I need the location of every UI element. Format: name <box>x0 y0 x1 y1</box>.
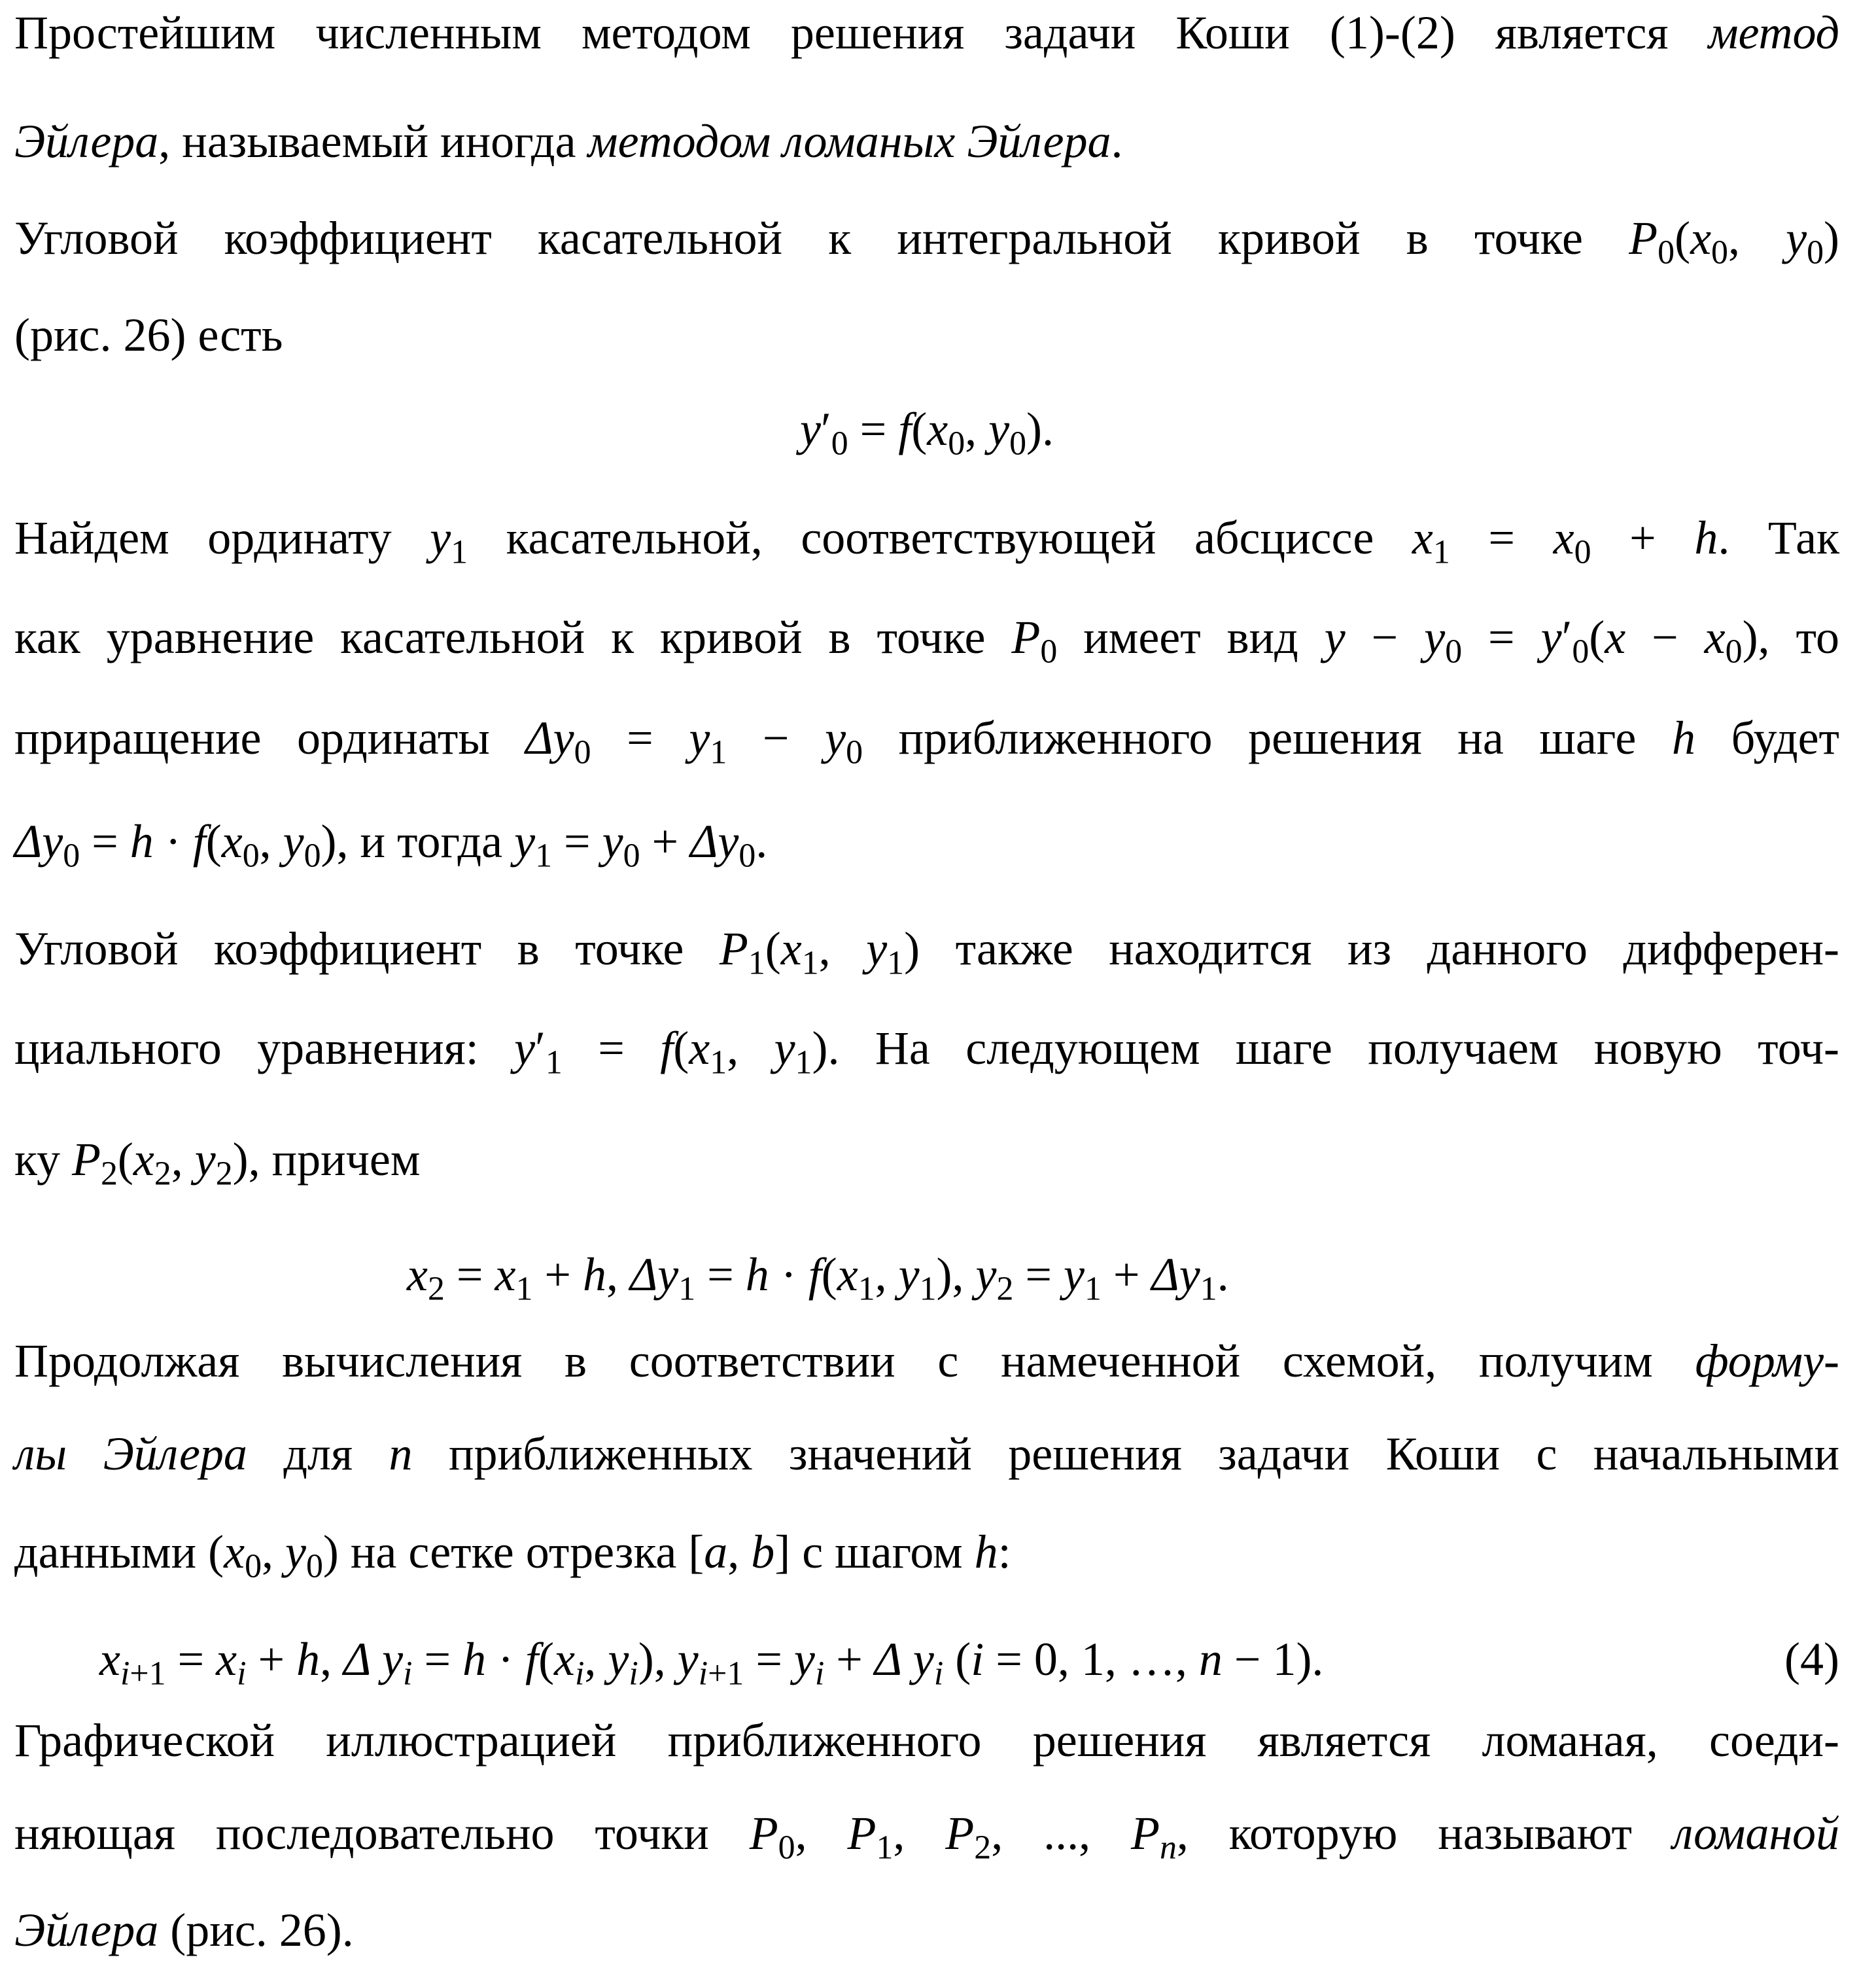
text-span: приращение ординаты <box>14 712 490 764</box>
text-span: няющая последовательно точки <box>14 1807 709 1859</box>
text-span: для <box>283 1428 353 1480</box>
text-line <box>14 1335 1839 1387</box>
text-span: на сетке отрезка <box>350 1526 677 1578</box>
italic-term: метод <box>1708 7 1839 59</box>
text-line <box>14 115 1839 167</box>
text-line <box>14 1714 1839 1767</box>
text-line: лы Эйлера для n приближенных значений решения задачи Коши с начальными <box>14 1428 1840 1480</box>
text-line: няющая последовательно точки $P_0$, $P_1$, $P_2$, ..., $P_n$, которую называют ломаной <box>14 1807 1840 1867</box>
italic-term: лы Эйлера <box>14 1428 247 1480</box>
text-span: Угловой коэффициент в точке <box>14 923 684 975</box>
text-span: Продолжая вычисления в соответствии с намеченной схемой, получим <box>14 1335 1653 1387</box>
display-formula: $x_2 = x_1 + h$, $\Delta y_1 = h \cdot f(x_1$, $y_1$), $y_2 = y_1 + \Delta y_1$. <box>407 1248 1229 1308</box>
text-line <box>14 212 1840 272</box>
text-span: (рис. 26) есть <box>14 309 283 361</box>
text-span: . На следующем шаге получаем новую точ- <box>827 1022 1840 1074</box>
text-span: , называемый иногда <box>158 115 576 167</box>
text-span: Простейшим численным методом решения задачи Коши (1)-(2) является <box>14 7 1669 59</box>
display-formula: $y'_0 = f(x_0$, $y_0$). <box>799 403 1054 463</box>
text-span: . <box>1111 115 1123 167</box>
text-span: также находится из данного дифферен- <box>955 923 1840 975</box>
text-span: , и тогда <box>336 815 503 868</box>
text-span: данными <box>14 1526 197 1578</box>
text-span: будет <box>1731 712 1840 764</box>
text-span: Графической иллюстрацией приближенного решения является ломаная, соеди- <box>14 1714 1839 1767</box>
italic-term: ломаной <box>1672 1807 1840 1859</box>
text-span: (рис. 26). <box>170 1904 354 1956</box>
italic-term: Эйлера <box>14 115 159 167</box>
math-var: P <box>1629 212 1658 264</box>
text-span: . Так <box>1718 512 1840 564</box>
text-span: с шагом <box>802 1526 963 1578</box>
text-span: ку <box>14 1133 60 1186</box>
text-span: Найдем ординату <box>14 512 392 564</box>
italic-term: Эйлера <box>14 1904 159 1956</box>
text-line <box>14 311 1839 359</box>
text-span: , то <box>1758 611 1839 663</box>
text-span: приближенного решения на шаге <box>898 712 1637 764</box>
math-inline: $P_0(x_0$, $y_0$) <box>1629 212 1840 272</box>
text-span: как уравнение касательной к кривой в точке <box>14 611 986 663</box>
text-span: касательной, соответствующей абсциссе <box>506 512 1374 564</box>
text-span: циального уравнения: <box>14 1022 479 1074</box>
text-span: Угловой коэффициент касательной к интегральной кривой в точке <box>14 212 1583 264</box>
text-line <box>14 1904 1839 1956</box>
text-line: как уравнение касательной к кривой в точке $P_0$ имеет вид $y - y_0 = y'_0(x - x_0)$, то <box>14 611 1839 671</box>
text-line: ку $P_2(x_2$, $y_2$), причем <box>14 1133 421 1193</box>
text-line: приращение ординаты $\Delta y_0 = y_1 - y_0$ приближенного решения на шаге h будет <box>14 712 1840 771</box>
text-line: Угловой коэффициент в точке $P_1(x_1$, $y_1$) также находится из данного дифферен- <box>14 923 1840 982</box>
text-span: , которую называют <box>1176 1807 1632 1859</box>
text-line: данными ($x_0$, $y_0$) на сетке отрезка [a, b] с шагом h: <box>14 1526 1011 1585</box>
text-line: $\Delta y_0 = h \cdot f(x_0$, $y_0$), и тогда $y_1 = y_0 + \Delta y_0$. <box>14 815 768 875</box>
text-span: приближенных значений решения задачи Коши с начальными <box>449 1428 1840 1480</box>
text-line: Найдем ординату $y_1$ касательной, соответствующей абсциссе $x_1 = x_0 + h$. Так <box>14 512 1840 571</box>
text-line <box>14 7 1839 59</box>
italic-term: форму- <box>1695 1335 1839 1387</box>
text-span: имеет вид <box>1083 611 1298 663</box>
equation-number: (4) <box>1784 1633 1839 1685</box>
text-line: циального уравнения: $y'_1 = f(x_1$, $y_1$). На следующем шаге получаем новую точ- <box>14 1022 1840 1082</box>
italic-term: методом ломаных Эйлера <box>587 115 1111 167</box>
text-span: , причем <box>248 1133 421 1186</box>
